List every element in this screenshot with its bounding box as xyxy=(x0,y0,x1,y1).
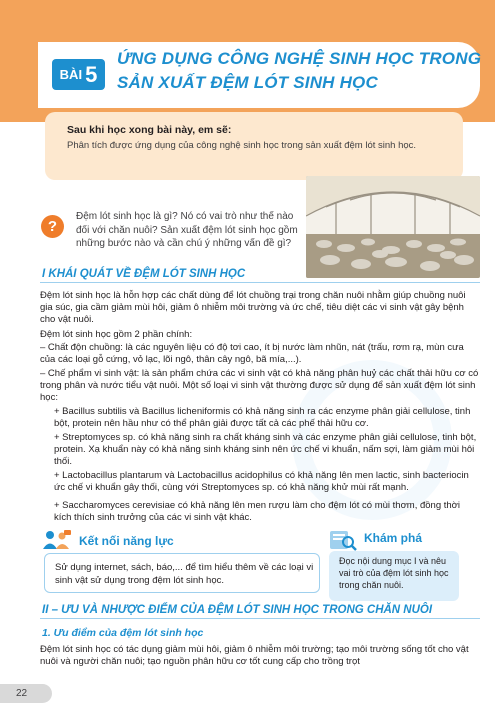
section-1-heading: I KHÁI QUÁT VỀ ĐỆM LÓT SINH HỌC xyxy=(42,268,246,280)
sub-bullet-saccharomyces: + Saccharomyces cerevisiae có khả năng lên men rượu làm cho đệm lót có mùi thơm, đồng thời kích thích sinh trưởng của các vi sinh vật khác. xyxy=(54,500,461,523)
explore-text: Đọc nội dung mục I và nêu vai trò của đệm lót sinh học trong chăn nuôi. xyxy=(339,556,449,590)
lesson-title-line-2: SẢN XUẤT ĐỆM LÓT SINH HỌC xyxy=(117,73,378,92)
lesson-badge xyxy=(52,59,105,90)
sub-bullet-lactobacillus: + Lactobacillus plantarum và Lactobacillus acidophilus có khả năng lên men lactic, sinh bacteriocin ức chế vi khuẩn gây thối, cùng với Streptomyces sp. có khả năng khử mùi rất mạnh. xyxy=(54,470,469,493)
section-2-divider xyxy=(40,618,480,619)
section-1-paragraph-2: Đệm lót sinh học gồm 2 phần chính: xyxy=(40,329,193,340)
objectives-heading: Sau khi học xong bài này, em sẽ: xyxy=(67,124,232,136)
section-2-paragraph: Đệm lót sinh học có tác dụng giảm mùi hôi, giảm ô nhiễm môi trường; tạo môi trường sống tốt cho vật nuôi và người chăn nuôi; tạo nguồn phân hữu cơ tốt cung cấp cho trồng trọt xyxy=(40,644,469,667)
section-2-heading: II – ƯU VÀ NHƯỢC ĐIỂM CỦA ĐỆM LÓT SINH HỌC TRONG CHĂN NUÔI xyxy=(42,604,433,616)
people-connect-icon xyxy=(42,530,72,550)
lesson-badge-number: 5 xyxy=(85,61,98,87)
question-text: Đệm lót sinh học là gì? Nó có vai trò như thế nào đối với chăn nuôi? Sản xuất đệm lót sinh học gồm những bước nào và cần chú ý những vấn đề gì? xyxy=(76,211,298,249)
barn-photo xyxy=(306,176,480,278)
bullet-microbial-product: – Chế phẩm vi sinh vật: là sản phẩm chứa các vi sinh vật có khả năng phân huỷ các chất thải hữu cơ có trong phân và nước tiểu vật nuôi. Một số loại vi sinh vật thường được sử dụng để sản xuất đệm lót sinh học: xyxy=(40,368,479,403)
page-number: 22 xyxy=(0,684,52,703)
connect-title: Kết nối năng lực xyxy=(79,534,174,548)
section-1-paragraph-1: Đệm lót sinh học là hỗn hợp các chất dùng để lót chuồng trại trong chăn nuôi nhằm giúp chuồng nuôi gia súc, gia cầm giảm mùi hôi, giảm ô nhiễm môi trường và ức chế, tiêu diệt các vi sinh vật gây bệnh cho vật nuôi. xyxy=(40,290,466,325)
bullet-litter-material: – Chất độn chuồng: là các nguyên liệu có độ tơi cao, ít bị nước làm nhũn, nát (trấu, rơm rạ, mùn cưa của các loại gỗ cứng, vỏ lạc, lõi ngô, thân cây ngô, bã mía,...). xyxy=(40,342,464,365)
section-1-divider xyxy=(40,282,480,283)
objectives-text: Phân tích được ứng dụng của công nghệ sinh học trong sản xuất đệm lót sinh học. xyxy=(67,140,417,151)
lesson-title-line-1: ỨNG DỤNG CÔNG NGHỆ SINH HỌC TRONG xyxy=(117,49,482,68)
explore-title: Khám phá xyxy=(364,531,423,545)
sub-bullet-bacillus: + Bacillus subtilis và Bacillus licheniformis có khả năng sinh ra các enzyme phân giải cellulose, tinh bột, protein nên hầu như có thể phân giải được tất cả các phế thải hữu cơ. xyxy=(54,406,471,429)
question-mark-icon: ? xyxy=(41,215,64,238)
lesson-badge-word: BÀI xyxy=(59,67,83,82)
section-2-subheading: 1. Ưu điểm của đệm lót sinh học xyxy=(42,627,204,639)
barn-illustration xyxy=(306,176,480,278)
connect-text: Sử dụng internet, sách, báo,... để tìm hiểu thêm về các loại vi sinh vật sử dụng trong đệm lót sinh học. xyxy=(55,562,314,586)
sub-bullet-streptomyces: + Streptomyces sp. có khả năng sinh ra chất kháng sinh và các enzyme phân giải cellulose, tinh bột, protein. Xạ khuẩn này có khả năng sinh kháng sinh nên ức chế vi khuẩn, nấm sợi, làm giảm mùi hôi thối. xyxy=(54,432,477,467)
book-magnifier-icon xyxy=(329,528,357,552)
